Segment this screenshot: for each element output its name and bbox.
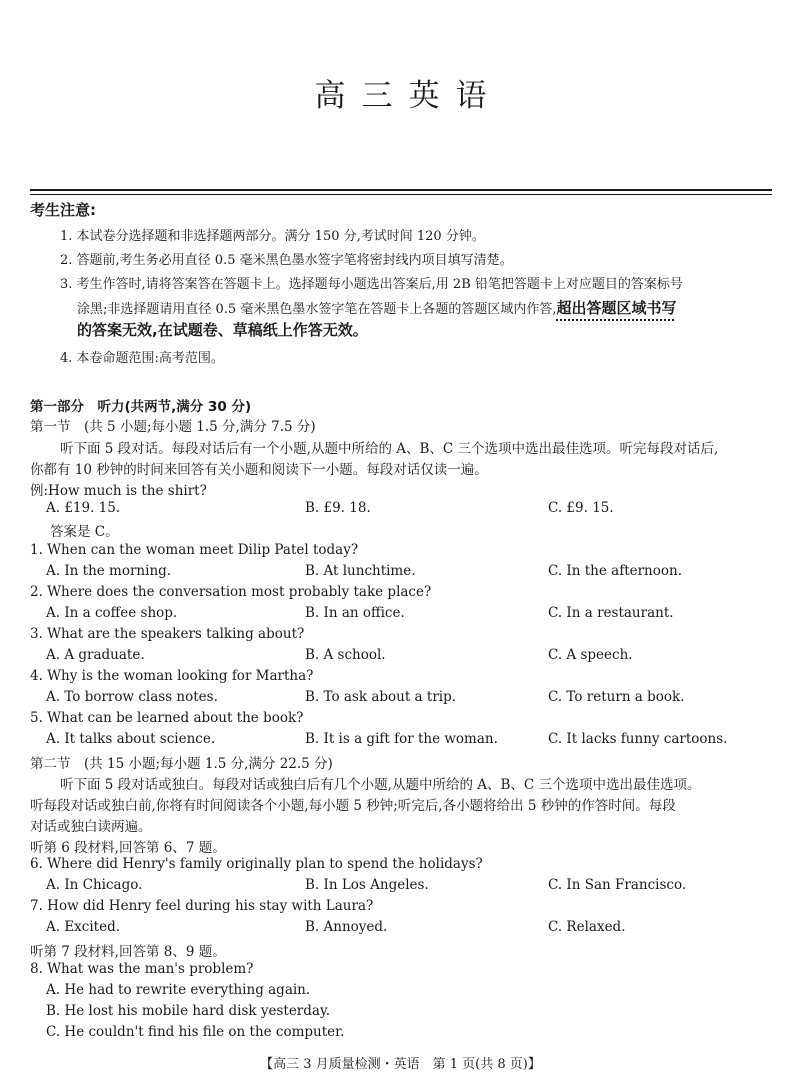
q4-option-b: B. To ask about a trip.: [305, 689, 457, 705]
question-5: 5. What can be learned about the book?: [30, 710, 304, 726]
double-rule-bottom: [30, 194, 772, 195]
lead-8-9: 听第 7 段材料,回答第 8、9 题。: [30, 944, 226, 960]
question-6: 6. Where did Henry's family originally plan to spend the holidays?: [30, 856, 483, 872]
question-3: 3. What are the speakers talking about?: [30, 626, 305, 642]
example-answer: 答案是 C。: [50, 524, 119, 540]
notice-heading: 考生注意:: [30, 201, 96, 219]
notice-item-4: 4. 本卷命题范围:高考范围。: [60, 351, 224, 366]
q1-option-c: C. In the afternoon.: [548, 563, 682, 579]
q1-option-b: B. At lunchtime.: [305, 563, 416, 579]
q3-option-a: A. A graduate.: [46, 647, 145, 663]
notice-emphasis-2: 的答案无效,在试题卷、草稿纸上作答无效。: [77, 321, 368, 339]
example-option-b: B. £9. 18.: [305, 500, 371, 516]
q5-option-a: A. It talks about science.: [46, 731, 216, 747]
q2-option-b: B. In an office.: [305, 605, 405, 621]
q5-option-c: C. It lacks funny cartoons.: [548, 731, 728, 747]
section1-heading: 第一节 (共 5 小题;每小题 1.5 分,满分 7.5 分): [30, 419, 316, 435]
q5-option-b: B. It is a gift for the woman.: [305, 731, 498, 747]
section2-instr-3: 对话或独白读两遍。: [30, 819, 152, 835]
section2-instr-2: 听每段对话或独白前,你将有时间阅读各个小题,每小题 5 秒钟;听完后,各小题将给出 5 秒钟的作答时间。每段: [30, 798, 676, 814]
q4-option-c: C. To return a book.: [548, 689, 685, 705]
notice-item-3: 3. 考生作答时,请将答案答在答题卡上。选择题每小题选出答案后,用 2B 铅笔把答题卡上对应题目的答案标号: [60, 277, 683, 292]
example-option-a: A. £19. 15.: [46, 500, 121, 516]
part1-heading: 第一部分 听力(共两节,满分 30 分): [30, 399, 252, 415]
section2-instr-1: 听下面 5 段对话或独白。每段对话或独白后有几个小题,从题中所给的 A、B、C 三个选项中选出最佳选项。: [60, 777, 701, 793]
example-option-c: C. £9. 15.: [548, 500, 614, 516]
question-1: 1. When can the woman meet Dilip Patel today?: [30, 542, 359, 558]
page-footer: 【高三 3 月质量检测・英语 第 1 页(共 8 页)】: [260, 1057, 541, 1072]
notice-emphasis-1: 超出答题区域书写: [556, 299, 677, 317]
q8-option-a: A. He had to rewrite everything again.: [46, 982, 311, 998]
q6-option-a: A. In Chicago.: [46, 877, 143, 893]
notice-item-3-cont: [77, 297, 676, 318]
q2-option-a: A. In a coffee shop.: [46, 605, 178, 621]
q8-option-c: C. He couldn't find his file on the computer.: [46, 1024, 345, 1040]
q3-option-c: C. A speech.: [548, 647, 633, 663]
q7-option-a: A. Excited.: [46, 919, 121, 935]
q7-option-b: B. Annoyed.: [305, 919, 388, 935]
section2-heading: 第二节 (共 15 小题;每小题 1.5 分,满分 22.5 分): [30, 756, 333, 772]
section1-instr-1: 听下面 5 段对话。每段对话后有一个小题,从题中所给的 A、B、C 三个选项中选出最佳选项。听完每段对话后,: [60, 441, 719, 457]
question-2: 2. Where does the conversation most probably take place?: [30, 584, 432, 600]
notice-item-2: 2. 答题前,考生务必用直径 0.5 毫米黑色墨水签字笔将密封线内项目填写清楚。: [60, 253, 513, 268]
question-7: 7. How did Henry feel during his stay with Laura?: [30, 898, 374, 914]
q1-option-a: A. In the morning.: [46, 563, 172, 579]
notice-item-1: 1. 本试卷分选择题和非选择题两部分。满分 150 分,考试时间 120 分钟。: [60, 229, 485, 244]
question-4: 4. Why is the woman looking for Martha?: [30, 668, 314, 684]
q6-option-c: C. In San Francisco.: [548, 877, 687, 893]
section1-instr-2: 你都有 10 秒钟的时间来回答有关小题和阅读下一小题。每段对话仅读一遍。: [30, 462, 488, 478]
q8-option-b: B. He lost his mobile hard disk yesterday.: [46, 1003, 331, 1019]
example-question: 例:How much is the shirt?: [30, 483, 207, 499]
notice-item-3-cont-text: 涂黑;非选择题请用直径 0.5 毫米黑色墨水签字笔在答题卡上各题的答题区域内作答,: [77, 302, 557, 317]
q2-option-c: C. In a restaurant.: [548, 605, 674, 621]
q3-option-b: B. A school.: [305, 647, 386, 663]
double-rule-top: [30, 189, 772, 191]
question-8: 8. What was the man's problem?: [30, 961, 254, 977]
page-title: 高三英语: [314, 78, 503, 114]
lead-6-7: 听第 6 段材料,回答第 6、7 题。: [30, 840, 226, 856]
q4-option-a: A. To borrow class notes.: [46, 689, 218, 705]
q6-option-b: B. In Los Angeles.: [305, 877, 429, 893]
q7-option-c: C. Relaxed.: [548, 919, 626, 935]
